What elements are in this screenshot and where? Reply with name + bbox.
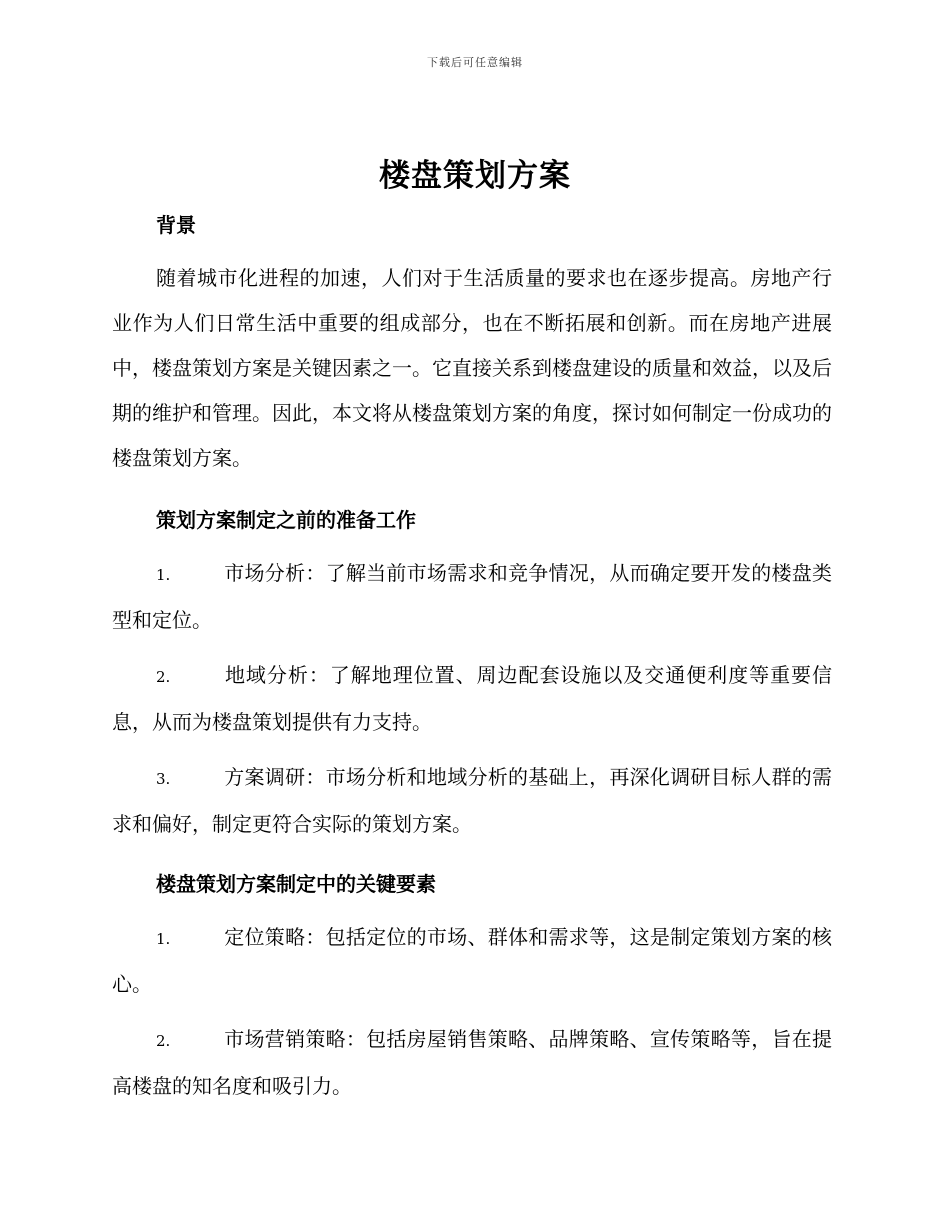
list-item — [112, 915, 832, 1007]
list-item — [112, 653, 832, 745]
section-heading-preparation: 策划方案制定之前的准备工作 — [156, 508, 416, 532]
list-number: 2. — [156, 1032, 171, 1050]
list-text: 地域分析：了解地理位置、周边配套设施以及交通便利度等重要信息，从而为楼盘策划提供有力支持。 — [112, 663, 832, 734]
list-text: 方案调研：市场分析和地域分析的基础上，再深化调研目标人群的需求和偏好，制定更符合实际的策划方案。 — [112, 765, 832, 836]
header-note: 下载后可任意编辑 — [427, 56, 523, 69]
list-text: 市场分析：了解当前市场需求和竞争情况，从而确定要开发的楼盘类型和定位。 — [112, 561, 832, 632]
list-number: 1. — [156, 566, 171, 584]
document-title: 楼盘策划方案 — [379, 158, 571, 194]
list-text: 定位策略：包括定位的市场、群体和需求等，这是制定策划方案的核心。 — [112, 925, 832, 996]
section-heading-key-elements: 楼盘策划方案制定中的关键要素 — [156, 872, 436, 896]
list-number: 2. — [156, 668, 171, 686]
section-heading-background: 背景 — [156, 213, 196, 237]
list-number: 3. — [156, 770, 171, 788]
list-number: 1. — [156, 930, 171, 948]
background-paragraph: 随着城市化进程的加速，人们对于生活质量的要求也在逐步提高。房地产行业作为人们日常生活中重要的组成部分，也在不断拓展和创新。而在房地产进展中，楼盘策划方案是关键因素之一。它直接关系到楼盘建设的质量和效益，以及后期的维护和管理。因此，本文将从楼盘策划方案的角度，探讨如何制定一份成功的楼盘策划方案。 — [112, 266, 832, 470]
list-item — [112, 755, 832, 847]
list-text: 市场营销策略：包括房屋销售策略、品牌策略、宣传策略等，旨在提高楼盘的知名度和吸引力。 — [112, 1027, 832, 1098]
list-item — [112, 551, 832, 643]
list-item — [112, 1017, 832, 1109]
